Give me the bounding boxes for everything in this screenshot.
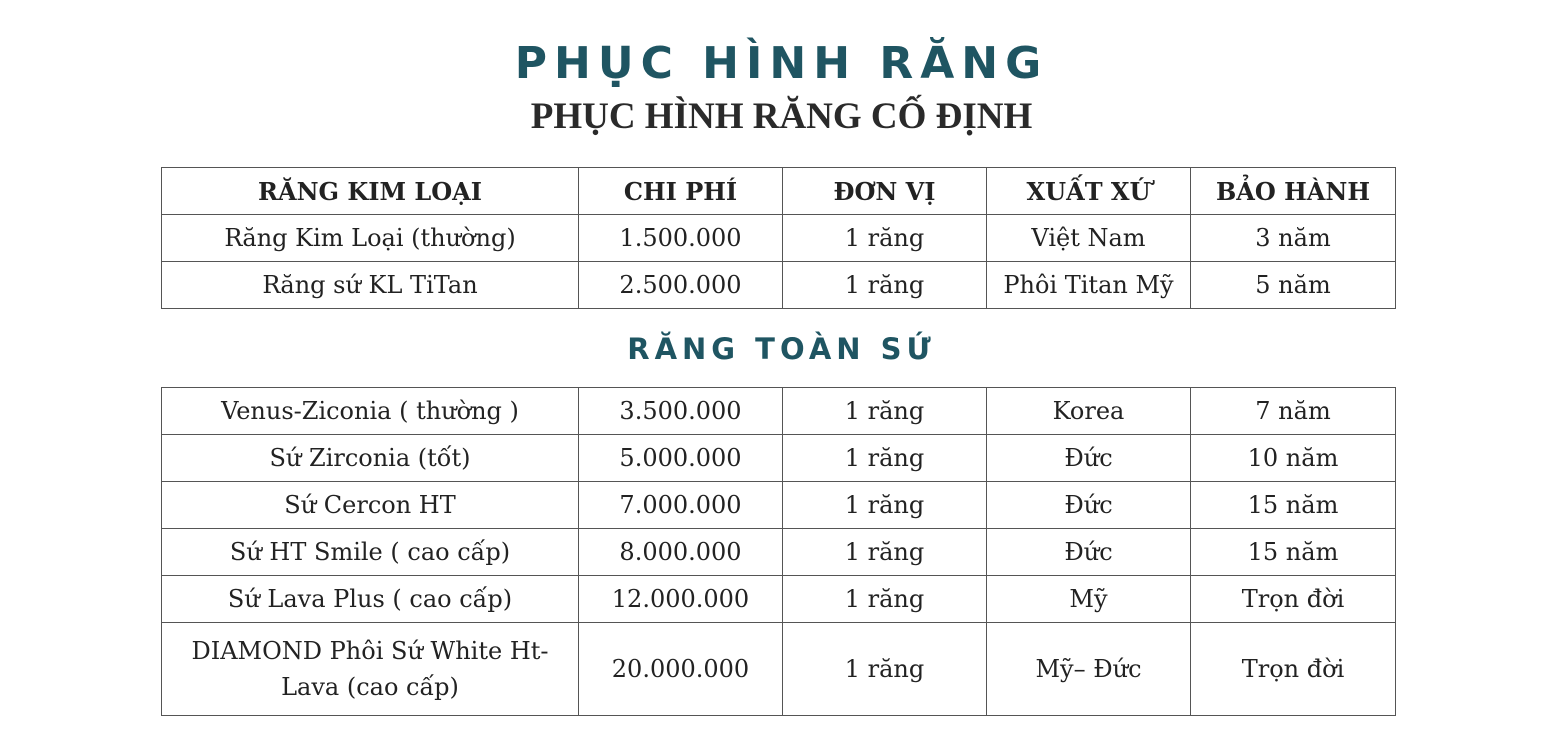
cell-cost: 3.500.000: [579, 388, 783, 435]
cell-unit: 1 răng: [783, 576, 987, 623]
table-row: [162, 576, 1396, 623]
cell-origin: Đức: [987, 435, 1191, 482]
cell-cost: 5.000.000: [579, 435, 783, 482]
cell-unit: 1 răng: [783, 482, 987, 529]
table-row: [162, 215, 1396, 262]
cell-origin: Mỹ: [987, 576, 1191, 623]
column-header-warranty: BẢO HÀNH: [1191, 168, 1396, 215]
column-header-type: RĂNG KIM LOẠI: [162, 168, 579, 215]
table-row: [162, 435, 1396, 482]
cell-unit: 1 răng: [783, 435, 987, 482]
cell-warranty: Trọn đời: [1191, 623, 1396, 716]
cell-unit: 1 răng: [783, 623, 987, 716]
cell-type: Răng Kim Loại (thường): [162, 215, 579, 262]
cell-cost: 2.500.000: [579, 262, 783, 309]
cell-type: Sứ Cercon HT: [162, 482, 579, 529]
column-header-cost: CHI PHÍ: [579, 168, 783, 215]
table-row: [162, 623, 1396, 716]
metal-crown-price-table: [161, 167, 1396, 309]
cell-cost: 1.500.000: [579, 215, 783, 262]
cell-warranty: 5 năm: [1191, 262, 1396, 309]
cell-origin: Việt Nam: [987, 215, 1191, 262]
cell-cost: 7.000.000: [579, 482, 783, 529]
section-title-all-ceramic: RĂNG TOÀN SỨ: [627, 332, 936, 366]
cell-origin: Đức: [987, 529, 1191, 576]
cell-unit: 1 răng: [783, 262, 987, 309]
cell-warranty: Trọn đời: [1191, 576, 1396, 623]
cell-unit: 1 răng: [783, 388, 987, 435]
cell-type: Sứ HT Smile ( cao cấp): [162, 529, 579, 576]
cell-cost: 20.000.000: [579, 623, 783, 716]
cell-origin: Đức: [987, 482, 1191, 529]
cell-cost: 8.000.000: [579, 529, 783, 576]
page-title: PHỤC HÌNH RĂNG: [514, 38, 1049, 89]
cell-type: Venus-Ziconia ( thường ): [162, 388, 579, 435]
cell-type: Sứ Zirconia (tốt): [162, 435, 579, 482]
cell-warranty: 15 năm: [1191, 482, 1396, 529]
cell-warranty: 7 năm: [1191, 388, 1396, 435]
table-row: [162, 529, 1396, 576]
cell-type: Sứ Lava Plus ( cao cấp): [162, 576, 579, 623]
cell-origin: Korea: [987, 388, 1191, 435]
page-subtitle: PHỤC HÌNH RĂNG CỐ ĐỊNH: [530, 96, 1033, 137]
cell-warranty: 15 năm: [1191, 529, 1396, 576]
cell-warranty: 3 năm: [1191, 215, 1396, 262]
cell-unit: 1 răng: [783, 529, 987, 576]
cell-type: DIAMOND Phôi Sứ White Ht-Lava (cao cấp): [162, 623, 579, 716]
cell-type: Răng sứ KL TiTan: [162, 262, 579, 309]
column-header-origin: XUẤT XỨ: [987, 168, 1191, 215]
table-header-row: [162, 168, 1396, 215]
ceramic-crown-price-table: [161, 387, 1396, 716]
cell-origin: Phôi Titan Mỹ: [987, 262, 1191, 309]
table-row: [162, 482, 1396, 529]
cell-warranty: 10 năm: [1191, 435, 1396, 482]
column-header-unit: ĐƠN VỊ: [783, 168, 987, 215]
cell-unit: 1 răng: [783, 215, 987, 262]
cell-cost: 12.000.000: [579, 576, 783, 623]
table-row: [162, 388, 1396, 435]
table-row: [162, 262, 1396, 309]
cell-origin: Mỹ– Đức: [987, 623, 1191, 716]
